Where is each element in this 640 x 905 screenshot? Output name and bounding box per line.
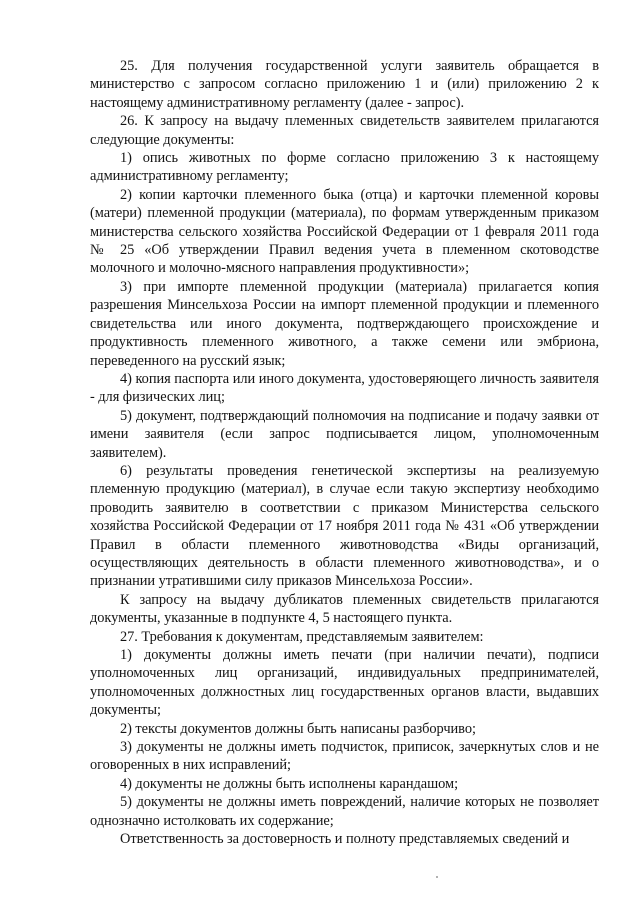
paragraph-27-item-3: 3) документы не должны иметь подчисток, приписок, зачеркнутых слов и не оговоренных в них исправлений; xyxy=(90,739,599,774)
paragraph-27-item-2: 2) тексты документов должны быть написаны разборчиво; xyxy=(120,720,476,737)
paragraph-27: 27. Требования к документам, представляемым заявителем: xyxy=(120,628,484,645)
paragraph-26-item-3: 3) при импорте племенной продукции (материала) прилагается копия разрешения Минсельхоза России на импорт племенной продукции и племенного свидетельства или иного документа, подтверждающего происхождение и продуктивность племенного животного, а также семени или эмбриона, переведенного на русский язык; xyxy=(90,278,599,369)
paragraph-responsibility: Ответственность за достоверность и полноту представляемых сведений и xyxy=(120,831,570,848)
paragraph-26-item-5: 5) документ, подтверждающий полномочия на подписание и подачу заявки от имени заявителя (если запрос подписывается лицом, уполномоченным заявителем). xyxy=(90,407,599,461)
paragraph-26-item-2: 2) копии карточки племенного быка (отца) и карточки племенной коровы (матери) племенной продукции (материала), по формам утвержденным приказом министерства сельского хозяйства Российской Федерации от 1 февраля 2011 года № 25 «Об утверждении Правил ведения учета в племенном скотоводстве молочного и молочно-мясного направления продуктивности»; xyxy=(90,186,599,277)
paragraph-27-item-4: 4) документы не должны быть исполнены карандашом; xyxy=(120,775,459,792)
document-body xyxy=(90,57,599,848)
paragraph-26-item-4: 4) копия паспорта или иного документа, удостоверяющего личность заявителя - для физических лиц; xyxy=(90,370,599,406)
paragraph-27-item-5: 5) документы не должны иметь повреждений, наличие которых не позволяет однозначно истолковать их содержание; xyxy=(90,794,599,829)
paragraph-26-item-1: 1) опись животных по форме согласно приложению 3 к настоящему административному регламенту; xyxy=(90,150,599,185)
paragraph-26: 26. К запросу на выдачу племенных свидетельств заявителем прилагаются следующие документы: xyxy=(90,113,599,148)
scan-speck xyxy=(436,876,438,878)
paragraph-26-item-6: 6) результаты проведения генетической экспертизы на реализуемую племенную продукцию (материал), в случае если такую экспертизу необходимо проводить заявителю в соответствии с приказом Министерства сельского хозяйства Российской Федерации от 17 ноября 2011 года № 431 «Об утверждении Правил в области племенного животноводства «Виды организаций, осуществляющих деятельность в области племенного животноводства», и о признании утратившими силу приказов Минсельхоза России». xyxy=(90,462,599,590)
paragraph-duplicates: К запросу на выдачу дубликатов племенных свидетельств прилагаются документы, указанные в подпункте 4, 5 настоящего пункта. xyxy=(90,591,599,627)
paragraph-25: 25. Для получения государственной услуги заявитель обращается в министерство с запросом согласно приложению 1 и (или) приложению 2 к настоящему административному регламенту (далее - запрос). xyxy=(90,58,599,111)
paragraph-27-item-1: 1) документы должны иметь печати (при наличии печати), подписи уполномоченных лиц организаций, индивидуальных предпринимателей, уполномоченных должностных лиц государственных органов власти, выдавших документы; xyxy=(90,647,599,719)
